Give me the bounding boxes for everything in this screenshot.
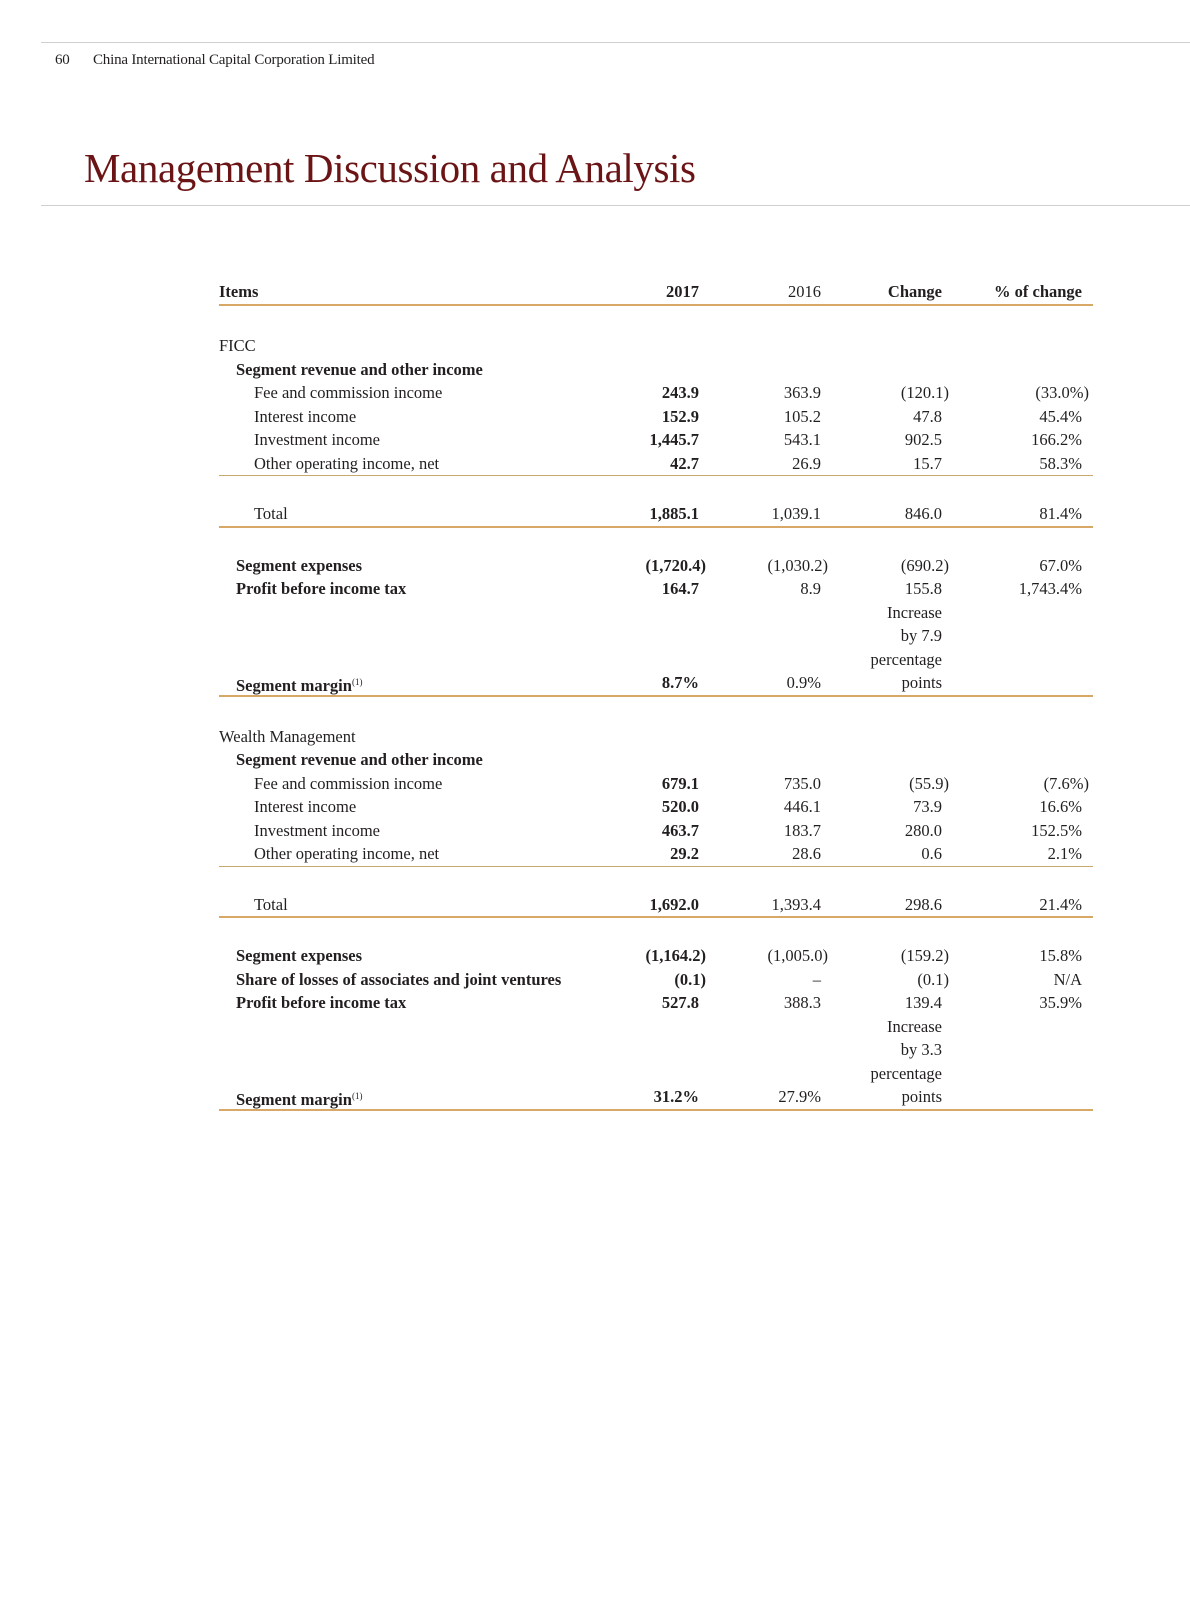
section-title: FICC <box>219 336 256 355</box>
cell-2016: 26.9 <box>792 453 821 473</box>
cell-pct-change: 81.4% <box>1039 504 1082 523</box>
cell-2016: (1,030.2) <box>767 555 828 575</box>
cell-2016: 28.6 <box>792 844 821 863</box>
section-title-row <box>219 334 1093 358</box>
cell-change: (55.9) <box>909 773 949 793</box>
title-rule <box>41 205 1190 206</box>
segment-table <box>219 280 1093 1111</box>
table-row <box>219 428 1093 452</box>
section-title: Wealth Management <box>219 726 356 746</box>
cell-2016: 1,393.4 <box>771 894 821 914</box>
row-label <box>236 1085 362 1112</box>
cell-change: 0.6 <box>921 844 942 863</box>
cell-change: (120.1) <box>900 383 949 402</box>
margin-note-row <box>219 648 1093 672</box>
cell-change: 846.0 <box>904 504 942 523</box>
table-header-row <box>219 280 1093 304</box>
margin-label: Segment margin <box>236 1090 352 1109</box>
footnote-marker: (1) <box>351 1091 363 1101</box>
margin-change-text: percentage <box>870 649 942 669</box>
cell-2017: (1,164.2) <box>645 946 706 965</box>
cell-pct-change: N/A <box>1053 969 1082 989</box>
spacer <box>219 306 1093 334</box>
col-header-pct-change: % of change <box>994 282 1082 301</box>
row-label: Interest income <box>254 406 357 426</box>
cell-change: 902.5 <box>904 430 942 449</box>
cell-pct-change: 1,743.4% <box>1018 579 1082 598</box>
cell-pct-change: 152.5% <box>1031 820 1082 840</box>
margin-change-text: by 3.3 <box>900 1040 942 1059</box>
margin-note-row <box>219 624 1093 648</box>
col-header-2016: 2016 <box>788 282 821 301</box>
row-label <box>236 671 362 698</box>
col-header-items: Items <box>219 282 259 301</box>
margin-label: Segment margin <box>236 676 352 695</box>
cell-2017: 152.9 <box>661 406 699 426</box>
cell-2017: 42.7 <box>670 453 699 473</box>
cell-pct-change: (7.6%) <box>1043 773 1089 793</box>
total-row <box>219 893 1093 917</box>
cell-change: (690.2) <box>900 555 949 575</box>
margin-note-row <box>219 1062 1093 1086</box>
cell-change: 47.8 <box>913 406 942 426</box>
segment-margin-row <box>219 1085 1093 1109</box>
total-row <box>219 502 1093 526</box>
cell-change: 155.8 <box>904 579 942 598</box>
margin-change-text: points <box>901 1087 942 1106</box>
cell-2016: 8.9 <box>800 579 821 598</box>
cell-2017: 8.7% <box>661 673 699 692</box>
row-label: Segment expenses <box>236 555 363 575</box>
cell-2016: 388.3 <box>783 993 821 1012</box>
cell-change: 298.6 <box>904 894 942 914</box>
header-rule <box>41 42 1190 43</box>
table-row <box>219 991 1093 1015</box>
row-label: Share of losses of associates and joint ventures <box>236 969 562 989</box>
cell-pct-change: 15.8% <box>1039 946 1082 965</box>
table-row <box>219 554 1093 578</box>
spacer <box>219 918 1093 944</box>
margin-change-text: points <box>901 673 942 692</box>
segment-margin-row <box>219 671 1093 695</box>
margin-change-text: percentage <box>870 1063 942 1083</box>
row-label: Total <box>254 504 288 523</box>
row-label: Fee and commission income <box>254 773 443 793</box>
row-label: Profit before income tax <box>236 993 407 1012</box>
cell-2017: 164.7 <box>661 579 699 598</box>
row-label: Profit before income tax <box>236 579 407 598</box>
row-label: Investment income <box>254 430 381 449</box>
cell-2017: 679.1 <box>661 773 699 793</box>
cell-pct-change: 45.4% <box>1039 406 1082 426</box>
margin-change-text: by 7.9 <box>900 626 942 645</box>
revenue-heading-row <box>219 748 1093 772</box>
cell-change: 139.4 <box>904 993 942 1012</box>
spacer <box>219 867 1093 893</box>
cell-2016: 363.9 <box>783 383 821 402</box>
footnote-marker: (1) <box>351 677 363 687</box>
spacer <box>219 476 1093 502</box>
row-label: Other operating income, net <box>254 453 440 473</box>
row-label: Segment expenses <box>236 946 363 965</box>
cell-2017: (0.1) <box>674 969 706 989</box>
margin-change-text: Increase <box>887 602 942 622</box>
cell-2017: 29.2 <box>670 844 699 863</box>
row-label: Total <box>254 894 288 914</box>
cell-pct-change: 35.9% <box>1039 993 1082 1012</box>
revenue-heading-row <box>219 358 1093 382</box>
revenue-heading: Segment revenue and other income <box>236 750 483 769</box>
cell-2017: 520.0 <box>661 797 699 816</box>
table-row <box>219 772 1093 796</box>
cell-2016: 183.7 <box>783 820 821 840</box>
table-row <box>219 795 1093 819</box>
cell-2016: (1,005.0) <box>767 946 828 965</box>
page-title: Management Discussion and Analysis <box>84 145 696 191</box>
cell-2016: 446.1 <box>783 797 821 816</box>
cell-2017: 31.2% <box>653 1087 699 1106</box>
margin-change-text: Increase <box>887 1016 942 1036</box>
cell-2016: 543.1 <box>783 430 821 449</box>
cell-change: 280.0 <box>904 820 942 840</box>
cell-2017: 1,445.7 <box>649 430 699 449</box>
row-label: Fee and commission income <box>254 383 443 402</box>
spacer <box>219 697 1093 725</box>
cell-2017: 243.9 <box>661 383 699 402</box>
table-row <box>219 381 1093 405</box>
col-header-2017: 2017 <box>666 282 699 301</box>
cell-2016: 105.2 <box>783 406 821 426</box>
row-label: Interest income <box>254 797 357 816</box>
margin-note-row <box>219 1015 1093 1039</box>
page-number: 60 <box>55 52 70 68</box>
col-header-change: Change <box>887 282 942 301</box>
revenue-heading: Segment revenue and other income <box>236 359 483 379</box>
cell-change: 73.9 <box>913 797 942 816</box>
cell-2017: (1,720.4) <box>645 555 706 575</box>
cell-pct-change: 16.6% <box>1039 797 1082 816</box>
cell-pct-change: 21.4% <box>1039 894 1082 914</box>
table-row <box>219 405 1093 429</box>
company-name: China International Capital Corporation Limited <box>93 52 375 68</box>
cell-2016: 27.9% <box>778 1087 821 1106</box>
cell-2016: 0.9% <box>786 673 821 692</box>
table-row <box>219 944 1093 968</box>
cell-2017: 527.8 <box>661 993 699 1012</box>
section-title-row <box>219 725 1093 749</box>
cell-pct-change: 58.3% <box>1039 453 1082 473</box>
cell-change: (159.2) <box>900 946 949 965</box>
cell-change: 15.7 <box>913 453 942 473</box>
table-row <box>219 819 1093 843</box>
margin-note-row <box>219 601 1093 625</box>
cell-2017: 463.7 <box>661 820 699 840</box>
row-label: Investment income <box>254 820 381 840</box>
running-header <box>55 52 374 69</box>
cell-2017: 1,885.1 <box>649 504 699 523</box>
cell-2016: 735.0 <box>783 773 821 793</box>
row-label: Other operating income, net <box>254 844 440 863</box>
cell-2017: 1,692.0 <box>649 894 699 914</box>
table-row <box>219 577 1093 601</box>
margin-note-row <box>219 1038 1093 1062</box>
cell-pct-change: 166.2% <box>1031 430 1082 449</box>
cell-pct-change: (33.0%) <box>1035 383 1089 402</box>
cell-pct-change: 67.0% <box>1039 555 1082 575</box>
cell-pct-change: 2.1% <box>1047 844 1082 863</box>
cell-2016: – <box>812 969 821 989</box>
cell-2016: 1,039.1 <box>771 504 821 523</box>
table-row <box>219 968 1093 992</box>
cell-change: (0.1) <box>917 969 949 989</box>
spacer <box>219 528 1093 554</box>
table-row <box>219 452 1093 476</box>
table-row <box>219 842 1093 866</box>
